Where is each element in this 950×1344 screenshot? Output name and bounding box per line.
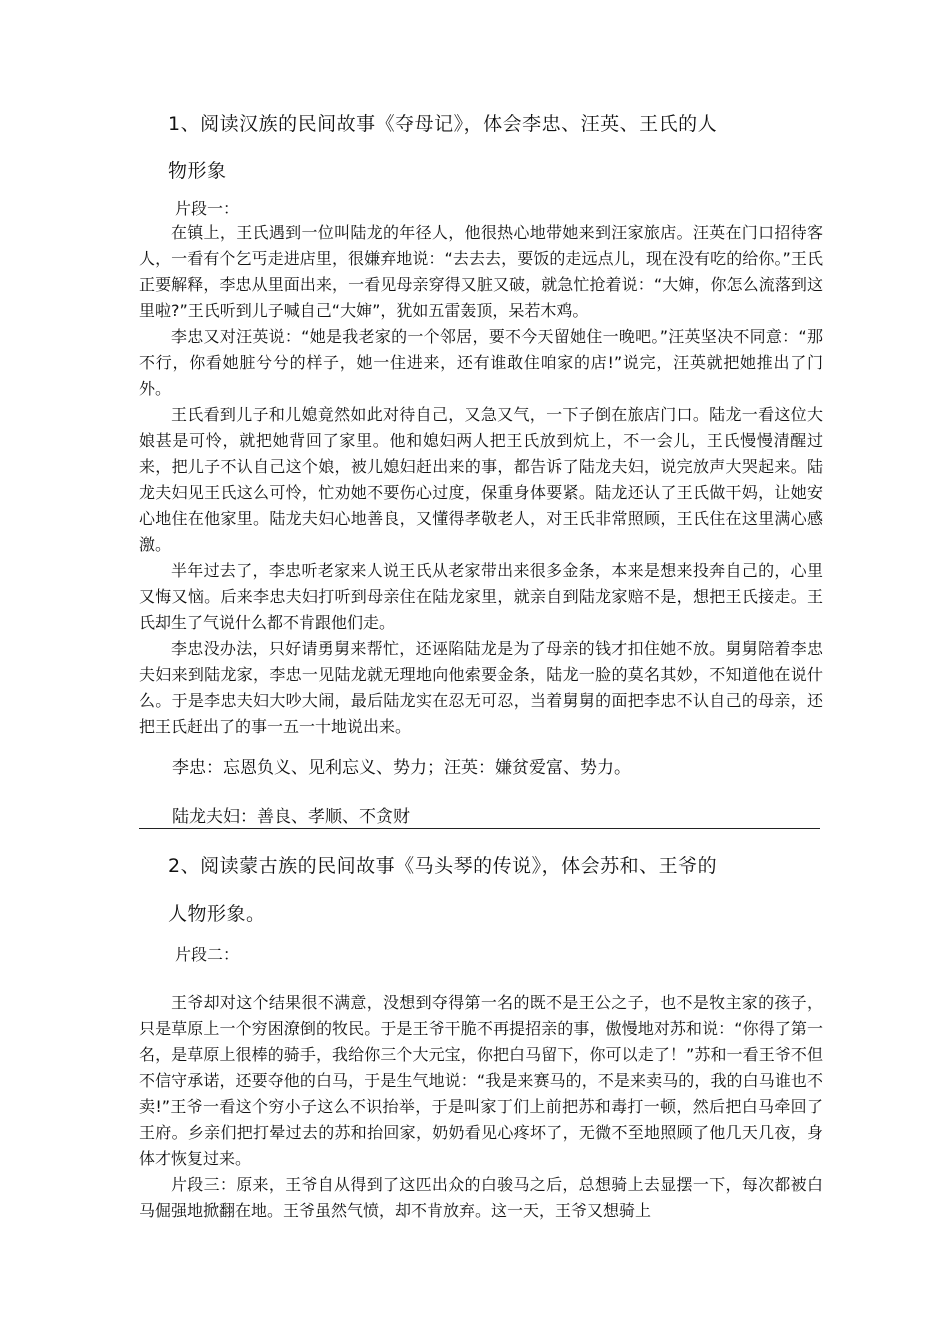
excerpt-1-paragraph-5: 李忠没办法，只好请勇舅来帮忙，还诬陷陆龙是为了母亲的钱才扣住她不放。舅舅陪着李忠夫妇来到陆龙家，李忠一见陆龙就无理地向他索要金条，陆龙一脸的莫名其妙，不知道他在说什么。于是李忠夫妇大吵大闹，最后陆龙实在忍无可忍，当着舅舅的面把李忠不认自己的母亲，还把王氏赶出了的事一五一十地说出来。 (139, 639, 823, 736)
excerpt-1-paragraph-4: 半年过去了，李忠听老家来人说王氏从老家带出来很多金条，本来是想来投奔自己的，心里又悔又恼。后来李忠夫妇打听到母亲住在陆龙家里，就亲自到陆龙家赔不是，想把王氏接走。王氏却生了气说什么都不肯跟他们走。 (139, 561, 823, 632)
excerpt-2-body (139, 990, 823, 1224)
excerpt-1-paragraph-1: 在镇上，王氏遇到一位叫陆龙的年径人，他很热心地带她来到汪家旅店。汪英在门口招待客人，一看有个乞丐走进店里，很嫌弃地说：“去去去，要饭的走远点儿，现在没有吃的给你。”王氏正要解释，李忠从里面出来，一看见母亲穿得又脏又破，就急忙抢着说：“大婶，你怎么流落到这里啦?”王氏听到儿子喊自己“大婶”，犹如五雷轰顶，呆若木鸡。 (139, 223, 823, 320)
answer-1-line-2: 陆龙夫妇：善良、孝顺、不贪财 (172, 807, 410, 827)
question-1-line-2: 物形象 (168, 160, 227, 182)
answer-1-line-1: 李忠：忘恩负义、见利忘义、势力；汪英：嫌贫爱富、势力。 (172, 758, 631, 778)
excerpt-1-paragraph-2: 李忠又对汪英说：“她是我老家的一个邻居，要不今天留她住一晚吧。”汪英坚决不同意：“那不行，你看她脏兮兮的样子，她一住进来，还有谁敢住咱家的店!”说完，汪英就把她推出了门外。 (139, 327, 823, 398)
section-divider (139, 828, 820, 829)
question-2-line-1: 2、阅读蒙古族的民间故事《马头琴的传说》，体会苏和、王爷的 (168, 855, 718, 877)
excerpt-1-body (139, 220, 823, 740)
excerpt-3-paragraph-1: 片段三：原来，王爷自从得到了这匹出众的白骏马之后，总想骑上去显摆一下，每次都被白马倔强地掀翻在地。王爷虽然气愤，却不肯放弃。这一天，王爷又想骑上 (139, 1175, 823, 1220)
question-2-line-2: 人物形象。 (168, 903, 266, 925)
question-1-line-1: 1、阅读汉族的民间故事《夺母记》，体会李忠、汪英、王氏的人 (168, 113, 718, 135)
excerpt-2-paragraph-1: 王爷却对这个结果很不满意，没想到夺得第一名的既不是王公之子，也不是牧主家的孩子，只是草原上一个穷困潦倒的牧民。于是王爷干脆不再提招亲的事，傲慢地对苏和说：“你得了第一名，是草原上很棒的骑手，我给你三个大元宝，你把白马留下，你可以走了！”苏和一看王爷不但不信守承诺，还要夺他的白马，于是生气地说：“我是来赛马的，不是来卖马的，我的白马谁也不卖!”王爷一看这个穷小子这么不识抬举，于是叫家丁们上前把苏和毒打一顿，然后把白马牵回了王府。乡亲们把打晕过去的苏和抬回家，奶奶看见心疼坏了，无微不至地照顾了他几天几夜，身体才恢复过来。 (139, 993, 823, 1168)
excerpt-2-label: 片段二： (175, 945, 240, 964)
excerpt-1-paragraph-3: 王氏看到儿子和儿媳竟然如此对待自己，又急又气，一下子倒在旅店门口。陆龙一看这位大娘甚是可怜，就把她背回了家里。他和媳妇两人把王氏放到炕上，不一会儿，王氏慢慢清醒过来，把儿子不认自己这个娘，被儿媳妇赶出来的事，都告诉了陆龙夫妇，说完放声大哭起来。陆龙夫妇见王氏这么可怜，忙劝她不要伤心过度，保重身体要紧。陆龙还认了王氏做干妈，让她安心地住在他家里。陆龙夫妇心地善良，又懂得孝敬老人，对王氏非常照顾，王氏住在这里满心感激。 (139, 405, 823, 554)
excerpt-1-label: 片段一： (175, 199, 240, 218)
